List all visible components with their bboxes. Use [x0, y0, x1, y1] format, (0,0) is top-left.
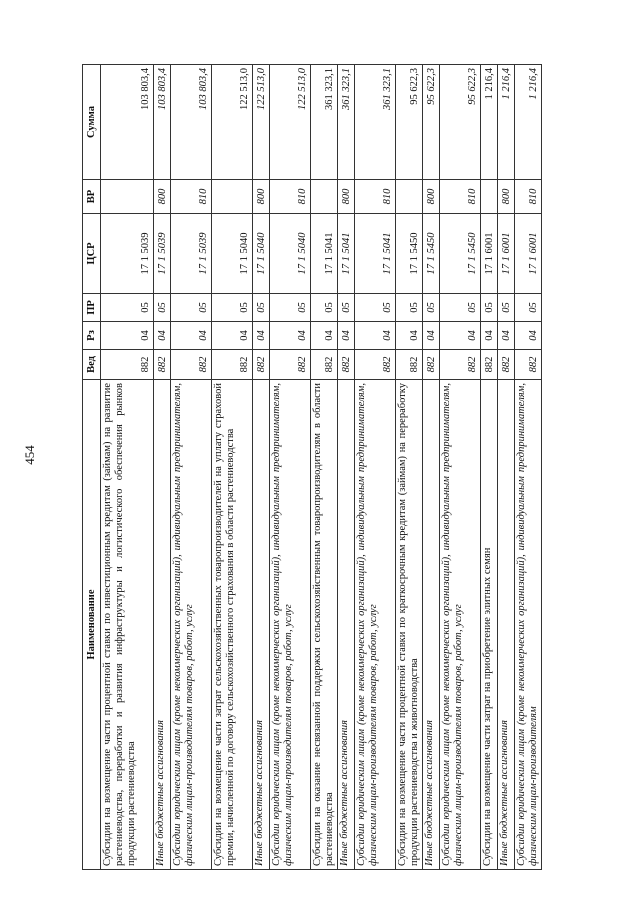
cell-vr: 800	[154, 180, 171, 214]
cell-pr: 05	[311, 294, 338, 322]
cell-pr: 05	[498, 294, 515, 322]
cell-vr: 810	[355, 180, 396, 214]
cell-sum: 103 803,4	[101, 65, 154, 180]
cell-csr: 17 1 5040	[253, 214, 270, 294]
cell-name: Субсидии юридическим лицам (кроме некоммерческих организаций), индивидуальным предпринимателям, физическим лицам-производителям товаров, работ, услуг	[270, 380, 311, 870]
cell-rz: 04	[253, 322, 270, 350]
cell-sum: 122 513,0	[270, 65, 311, 180]
cell-pr: 05	[423, 294, 440, 322]
cell-ved: 882	[101, 350, 154, 380]
cell-csr: 17 1 5039	[171, 214, 212, 294]
cell-vr: 800	[253, 180, 270, 214]
cell-ved: 882	[481, 350, 498, 380]
cell-sum: 1 216,4	[515, 65, 542, 180]
cell-csr: 17 1 6001	[481, 214, 498, 294]
cell-rz: 04	[338, 322, 355, 350]
cell-ved: 882	[423, 350, 440, 380]
cell-rz: 04	[355, 322, 396, 350]
cell-ved: 882	[253, 350, 270, 380]
cell-vr	[212, 180, 253, 214]
table-body	[101, 65, 542, 870]
cell-sum: 122 513,0	[212, 65, 253, 180]
cell-vr: 810	[171, 180, 212, 214]
table-row	[481, 65, 498, 870]
header-csr: ЦСР	[83, 214, 101, 294]
cell-rz: 04	[498, 322, 515, 350]
cell-ved: 882	[498, 350, 515, 380]
cell-sum: 361 323,1	[338, 65, 355, 180]
cell-csr: 17 1 5041	[338, 214, 355, 294]
cell-sum: 1 216,4	[498, 65, 515, 180]
cell-vr	[396, 180, 423, 214]
header-rz: Рз	[83, 322, 101, 350]
cell-name: Субсидии юридическим лицам (кроме некоммерческих организаций), индивидуальным предпринимателям, физическим лицам-производителям товаров, работ, услуг	[440, 380, 481, 870]
table-row	[270, 65, 311, 870]
budget-table-container	[82, 65, 562, 870]
cell-pr: 05	[396, 294, 423, 322]
cell-pr: 05	[270, 294, 311, 322]
cell-pr: 05	[154, 294, 171, 322]
cell-pr: 05	[212, 294, 253, 322]
table-row	[355, 65, 396, 870]
cell-csr: 17 1 5041	[311, 214, 338, 294]
cell-csr: 17 1 5041	[355, 214, 396, 294]
cell-rz: 04	[481, 322, 498, 350]
table-row	[253, 65, 270, 870]
cell-rz: 04	[515, 322, 542, 350]
cell-name: Субсидии на возмещение части затрат сельскохозяйственных товаропроизводителей на уплату страховой премии, начисленной по договору сельскохозяйственного страхования в области растениеводства	[212, 380, 253, 870]
header-name: Наименование	[83, 380, 101, 870]
table-row	[212, 65, 253, 870]
cell-rz: 04	[212, 322, 253, 350]
cell-sum: 361 323,1	[355, 65, 396, 180]
cell-csr: 17 1 5040	[270, 214, 311, 294]
cell-ved: 882	[355, 350, 396, 380]
table-header-row	[83, 65, 101, 870]
cell-csr: 17 1 6001	[498, 214, 515, 294]
cell-vr: 810	[515, 180, 542, 214]
budget-table	[82, 64, 542, 870]
cell-csr: 17 1 5039	[154, 214, 171, 294]
cell-csr: 17 1 5450	[423, 214, 440, 294]
table-row	[440, 65, 481, 870]
cell-ved: 882	[396, 350, 423, 380]
table-row	[101, 65, 154, 870]
cell-rz: 04	[171, 322, 212, 350]
cell-name: Субсидии юридическим лицам (кроме некоммерческих организаций), индивидуальным предпринимателям, физическим лицам-производителям	[515, 380, 542, 870]
cell-csr: 17 1 5450	[440, 214, 481, 294]
cell-pr: 05	[515, 294, 542, 322]
cell-vr: 800	[498, 180, 515, 214]
cell-name: Субсидии юридическим лицам (кроме некоммерческих организаций), индивидуальным предпринимателям, физическим лицам-производителям товаров, работ, услуг	[355, 380, 396, 870]
table-row	[396, 65, 423, 870]
cell-name: Иные бюджетные ассигнования	[154, 380, 171, 870]
cell-csr: 17 1 5039	[101, 214, 154, 294]
table-row	[171, 65, 212, 870]
cell-ved: 882	[212, 350, 253, 380]
cell-pr: 05	[253, 294, 270, 322]
cell-rz: 04	[440, 322, 481, 350]
page-number: 454	[22, 445, 37, 465]
cell-name: Субсидии юридическим лицам (кроме некоммерческих организаций), индивидуальным предпринимателям, физическим лицам-производителям товаров, работ, услуг	[171, 380, 212, 870]
cell-vr: 810	[270, 180, 311, 214]
cell-pr: 05	[440, 294, 481, 322]
table-row	[423, 65, 440, 870]
cell-ved: 882	[440, 350, 481, 380]
cell-pr: 05	[355, 294, 396, 322]
cell-rz: 04	[270, 322, 311, 350]
cell-name: Иные бюджетные ассигнования	[338, 380, 355, 870]
cell-name: Иные бюджетные ассигнования	[253, 380, 270, 870]
table-row	[311, 65, 338, 870]
cell-sum: 361 323,1	[311, 65, 338, 180]
cell-ved: 882	[515, 350, 542, 380]
cell-sum: 1 216,4	[481, 65, 498, 180]
cell-vr: 810	[440, 180, 481, 214]
cell-vr: 800	[338, 180, 355, 214]
cell-name: Субсидии на возмещение части процентной ставки по краткосрочным кредитам (займам) на переработку продукции растениеводства и животноводства	[396, 380, 423, 870]
cell-csr: 17 1 6001	[515, 214, 542, 294]
cell-vr: 800	[423, 180, 440, 214]
cell-sum: 95 622,3	[396, 65, 423, 180]
cell-name: Субсидии на оказание несвязанной поддержки сельскохозяйственным товаропроизводителям в области растениеводства	[311, 380, 338, 870]
cell-sum: 95 622,3	[440, 65, 481, 180]
table-row	[338, 65, 355, 870]
cell-ved: 882	[311, 350, 338, 380]
cell-pr: 05	[171, 294, 212, 322]
header-vr: ВР	[83, 180, 101, 214]
cell-vr	[101, 180, 154, 214]
cell-pr: 05	[101, 294, 154, 322]
cell-vr	[481, 180, 498, 214]
cell-ved: 882	[270, 350, 311, 380]
cell-pr: 05	[338, 294, 355, 322]
table-row	[515, 65, 542, 870]
cell-ved: 882	[338, 350, 355, 380]
cell-name: Иные бюджетные ассигнования	[423, 380, 440, 870]
cell-ved: 882	[154, 350, 171, 380]
cell-sum: 95 622,3	[423, 65, 440, 180]
cell-csr: 17 1 5040	[212, 214, 253, 294]
cell-name: Субсидии на возмещение части затрат на приобретение элитных семян	[481, 380, 498, 870]
cell-vr	[311, 180, 338, 214]
table-row	[498, 65, 515, 870]
cell-rz: 04	[154, 322, 171, 350]
cell-name: Субсидии на возмещение части процентной ставки по инвестиционным кредитам (займам) на развитие растениеводства, переработки и развития инфраструктуры и логистического обеспечения рынков продукции растениеводства	[101, 380, 154, 870]
cell-ved: 882	[171, 350, 212, 380]
cell-sum: 103 803,4	[154, 65, 171, 180]
cell-sum: 122 513,0	[253, 65, 270, 180]
cell-name: Иные бюджетные ассигнования	[498, 380, 515, 870]
header-ved: Вед	[83, 350, 101, 380]
cell-pr: 05	[481, 294, 498, 322]
header-sum: Сумма	[83, 65, 101, 180]
cell-rz: 04	[396, 322, 423, 350]
cell-rz: 04	[101, 322, 154, 350]
cell-csr: 17 1 5450	[396, 214, 423, 294]
header-pr: ПР	[83, 294, 101, 322]
cell-rz: 04	[311, 322, 338, 350]
cell-rz: 04	[423, 322, 440, 350]
table-row	[154, 65, 171, 870]
cell-sum: 103 803,4	[171, 65, 212, 180]
